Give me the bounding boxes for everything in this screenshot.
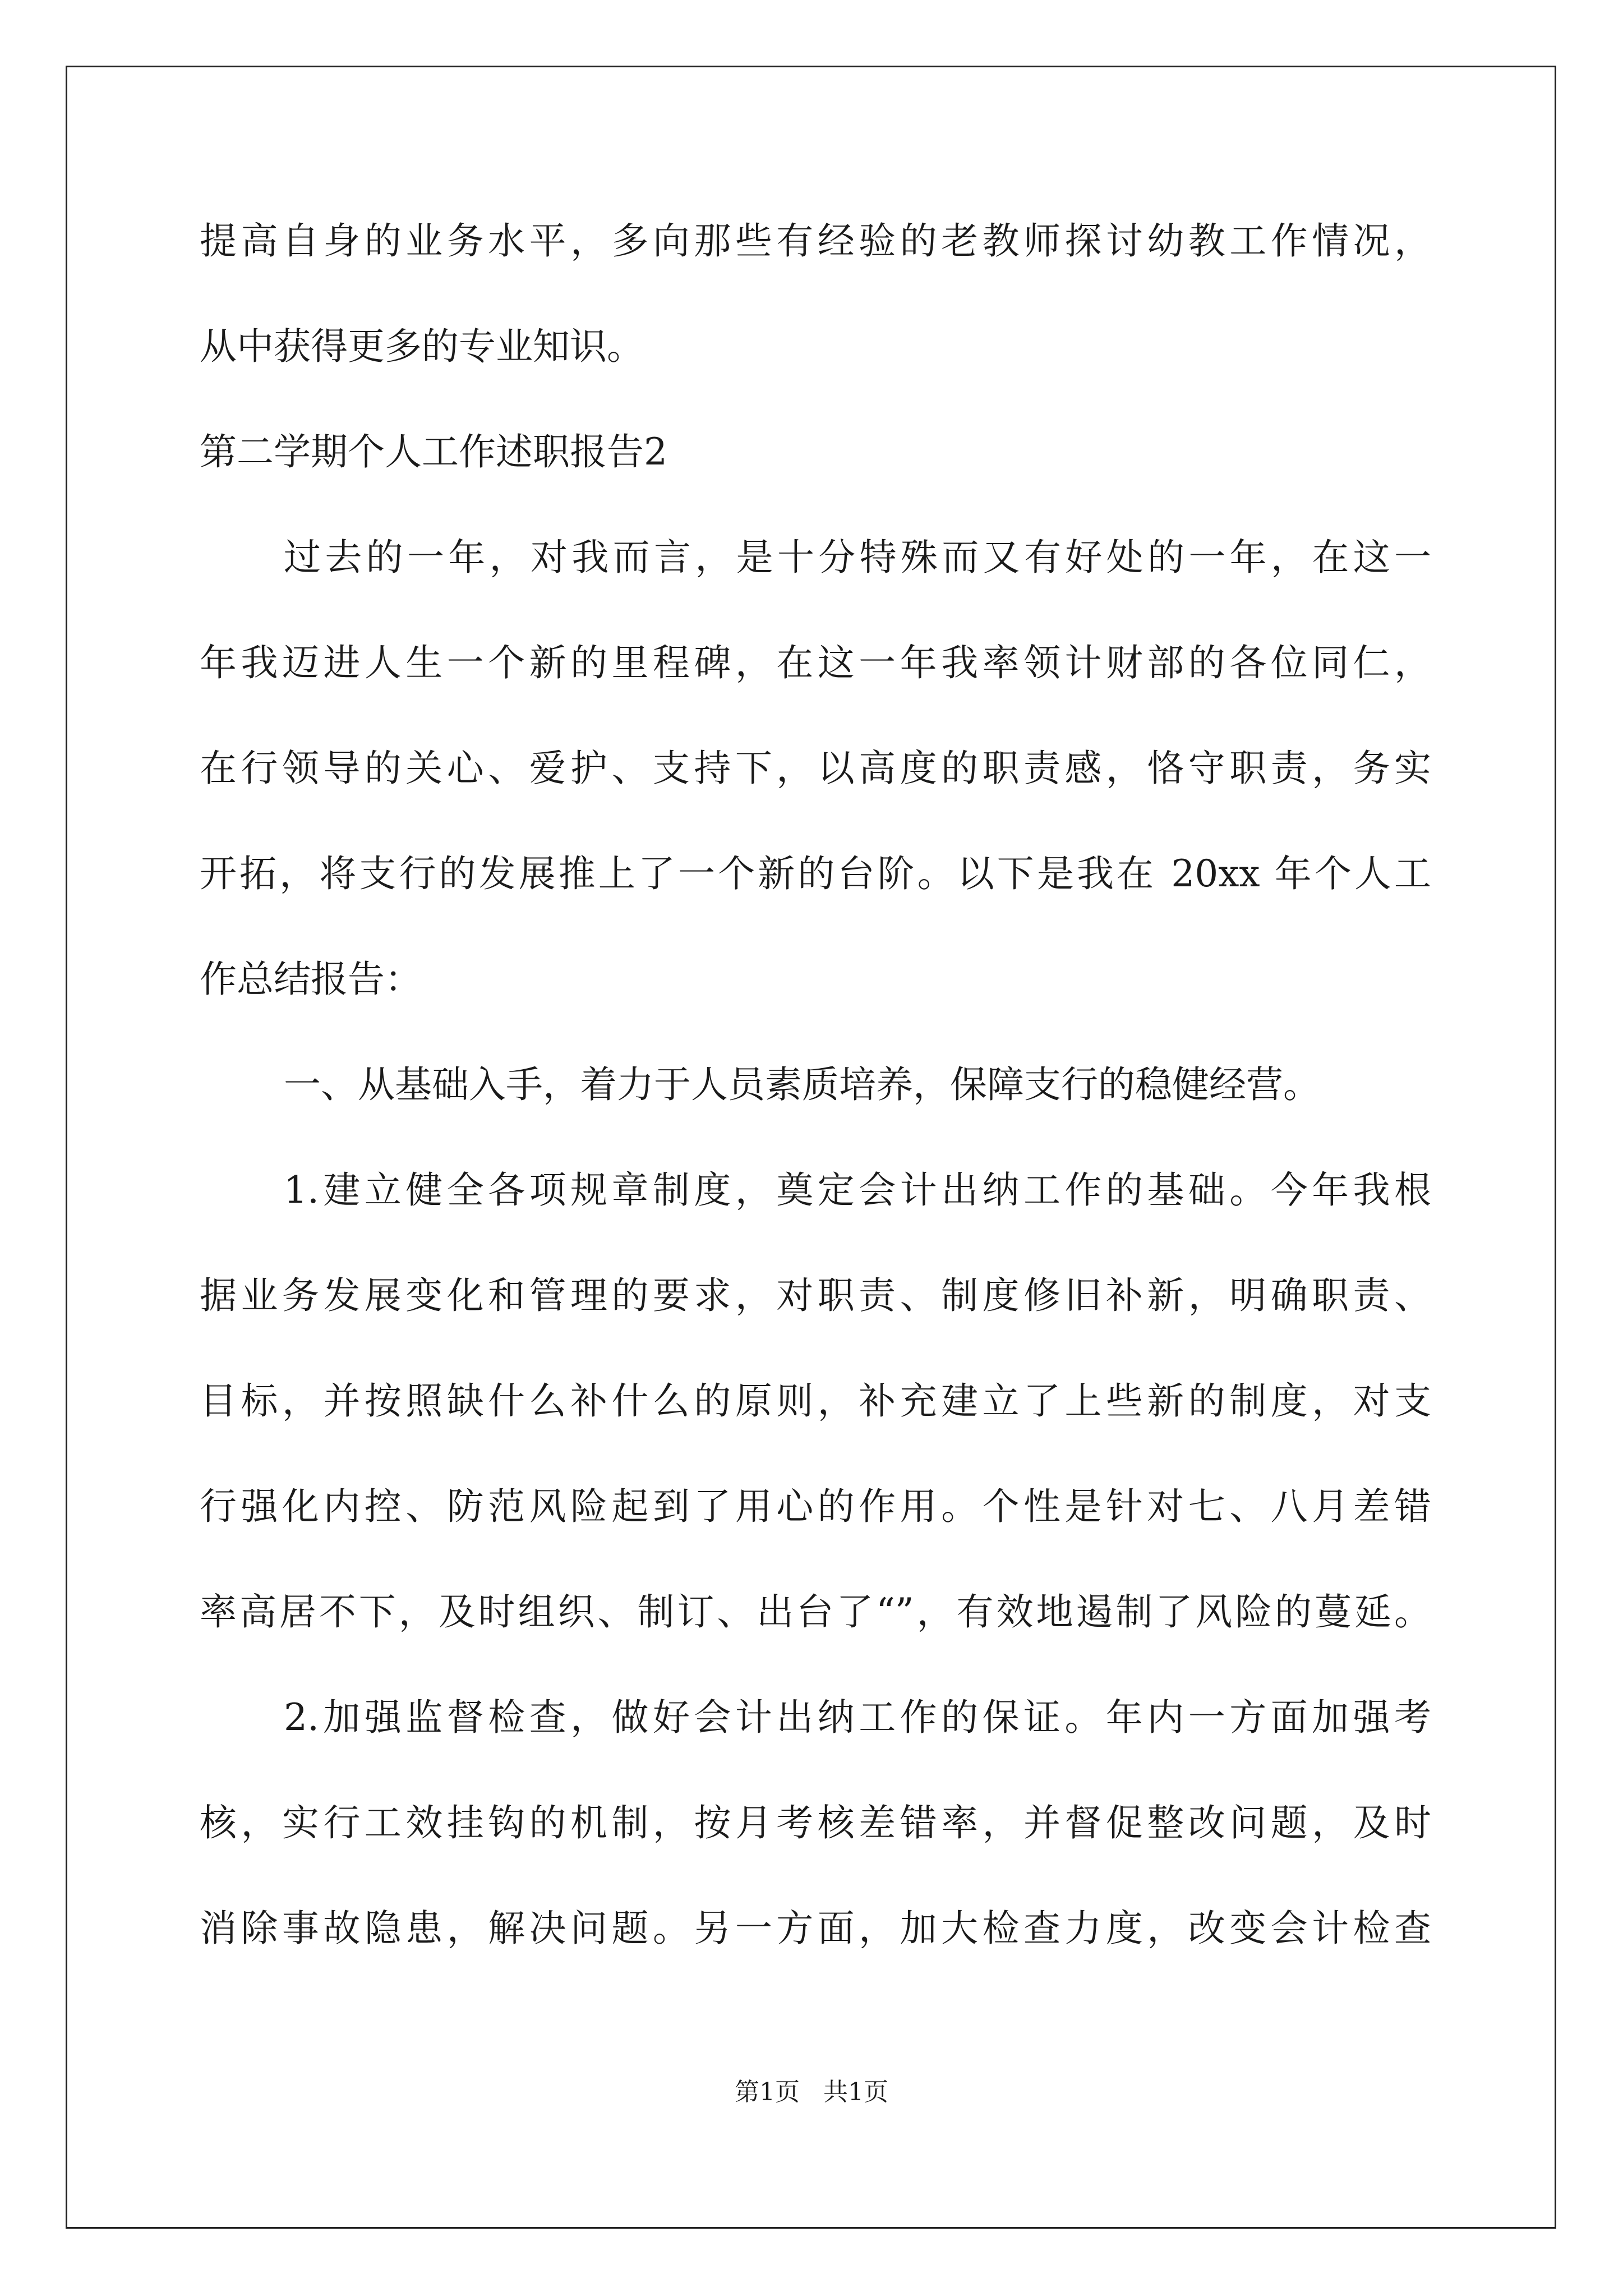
text-line-15: 2.加强监督检查，做好会计出纳工作的保证。年内一方面加强考 (284, 1696, 1431, 1739)
text-line-7: 开拓，将支行的发展推上了一个新的台阶。以下是我在 20xx 年个人工 (200, 852, 1431, 895)
page-total: 共1页 (823, 2078, 888, 2106)
text-line-14: 率高居不下，及时组织、制订、出台了“”，有效地遏制了风险的蔓延。 (200, 1590, 1431, 1634)
text-line-16: 核，实行工效挂钩的机制，按月考核差错率，并督促整改问题，及时 (200, 1801, 1431, 1844)
text-line-5: 年我迈进人生一个新的里程碑，在这一年我率领计财部的各位同仁， (200, 641, 1431, 684)
text-line-4: 过去的一年，对我而言，是十分特殊而又有好处的一年，在这一 (284, 536, 1431, 579)
text-line-6: 在行领导的关心、爱护、支持下，以高度的职责感，恪守职责，务实 (200, 747, 1431, 790)
section-heading: 第二学期个人工作述职报告2 (200, 430, 667, 473)
page-number: 第1页 (735, 2078, 800, 2106)
subsection-heading: 一、从基础入手，着力于人员素质培养，保障支行的稳健经营。 (284, 1063, 1320, 1106)
text-line-2: 从中获得更多的专业知识。 (200, 325, 644, 368)
text-line-1: 提高自身的业务水平，多向那些有经验的老教师探讨幼教工作情况， (200, 219, 1431, 263)
text-line-13: 行强化内控、防范风险起到了用心的作用。个性是针对七、八月差错 (200, 1485, 1431, 1528)
text-line-12: 目标，并按照缺什么补什么的原则，补充建立了上些新的制度，对支 (200, 1379, 1431, 1423)
text-line-8: 作总结报告： (200, 958, 422, 1001)
page-footer (0, 2076, 1623, 2109)
text-line-10: 1.建立健全各项规章制度，奠定会计出纳工作的基础。今年我根 (284, 1168, 1431, 1212)
text-line-11: 据业务发展变化和管理的要求，对职责、制度修旧补新，明确职责、 (200, 1274, 1431, 1317)
text-line-17: 消除事故隐患，解决问题。另一方面，加大检查力度，改变会计检查 (200, 1907, 1431, 1950)
